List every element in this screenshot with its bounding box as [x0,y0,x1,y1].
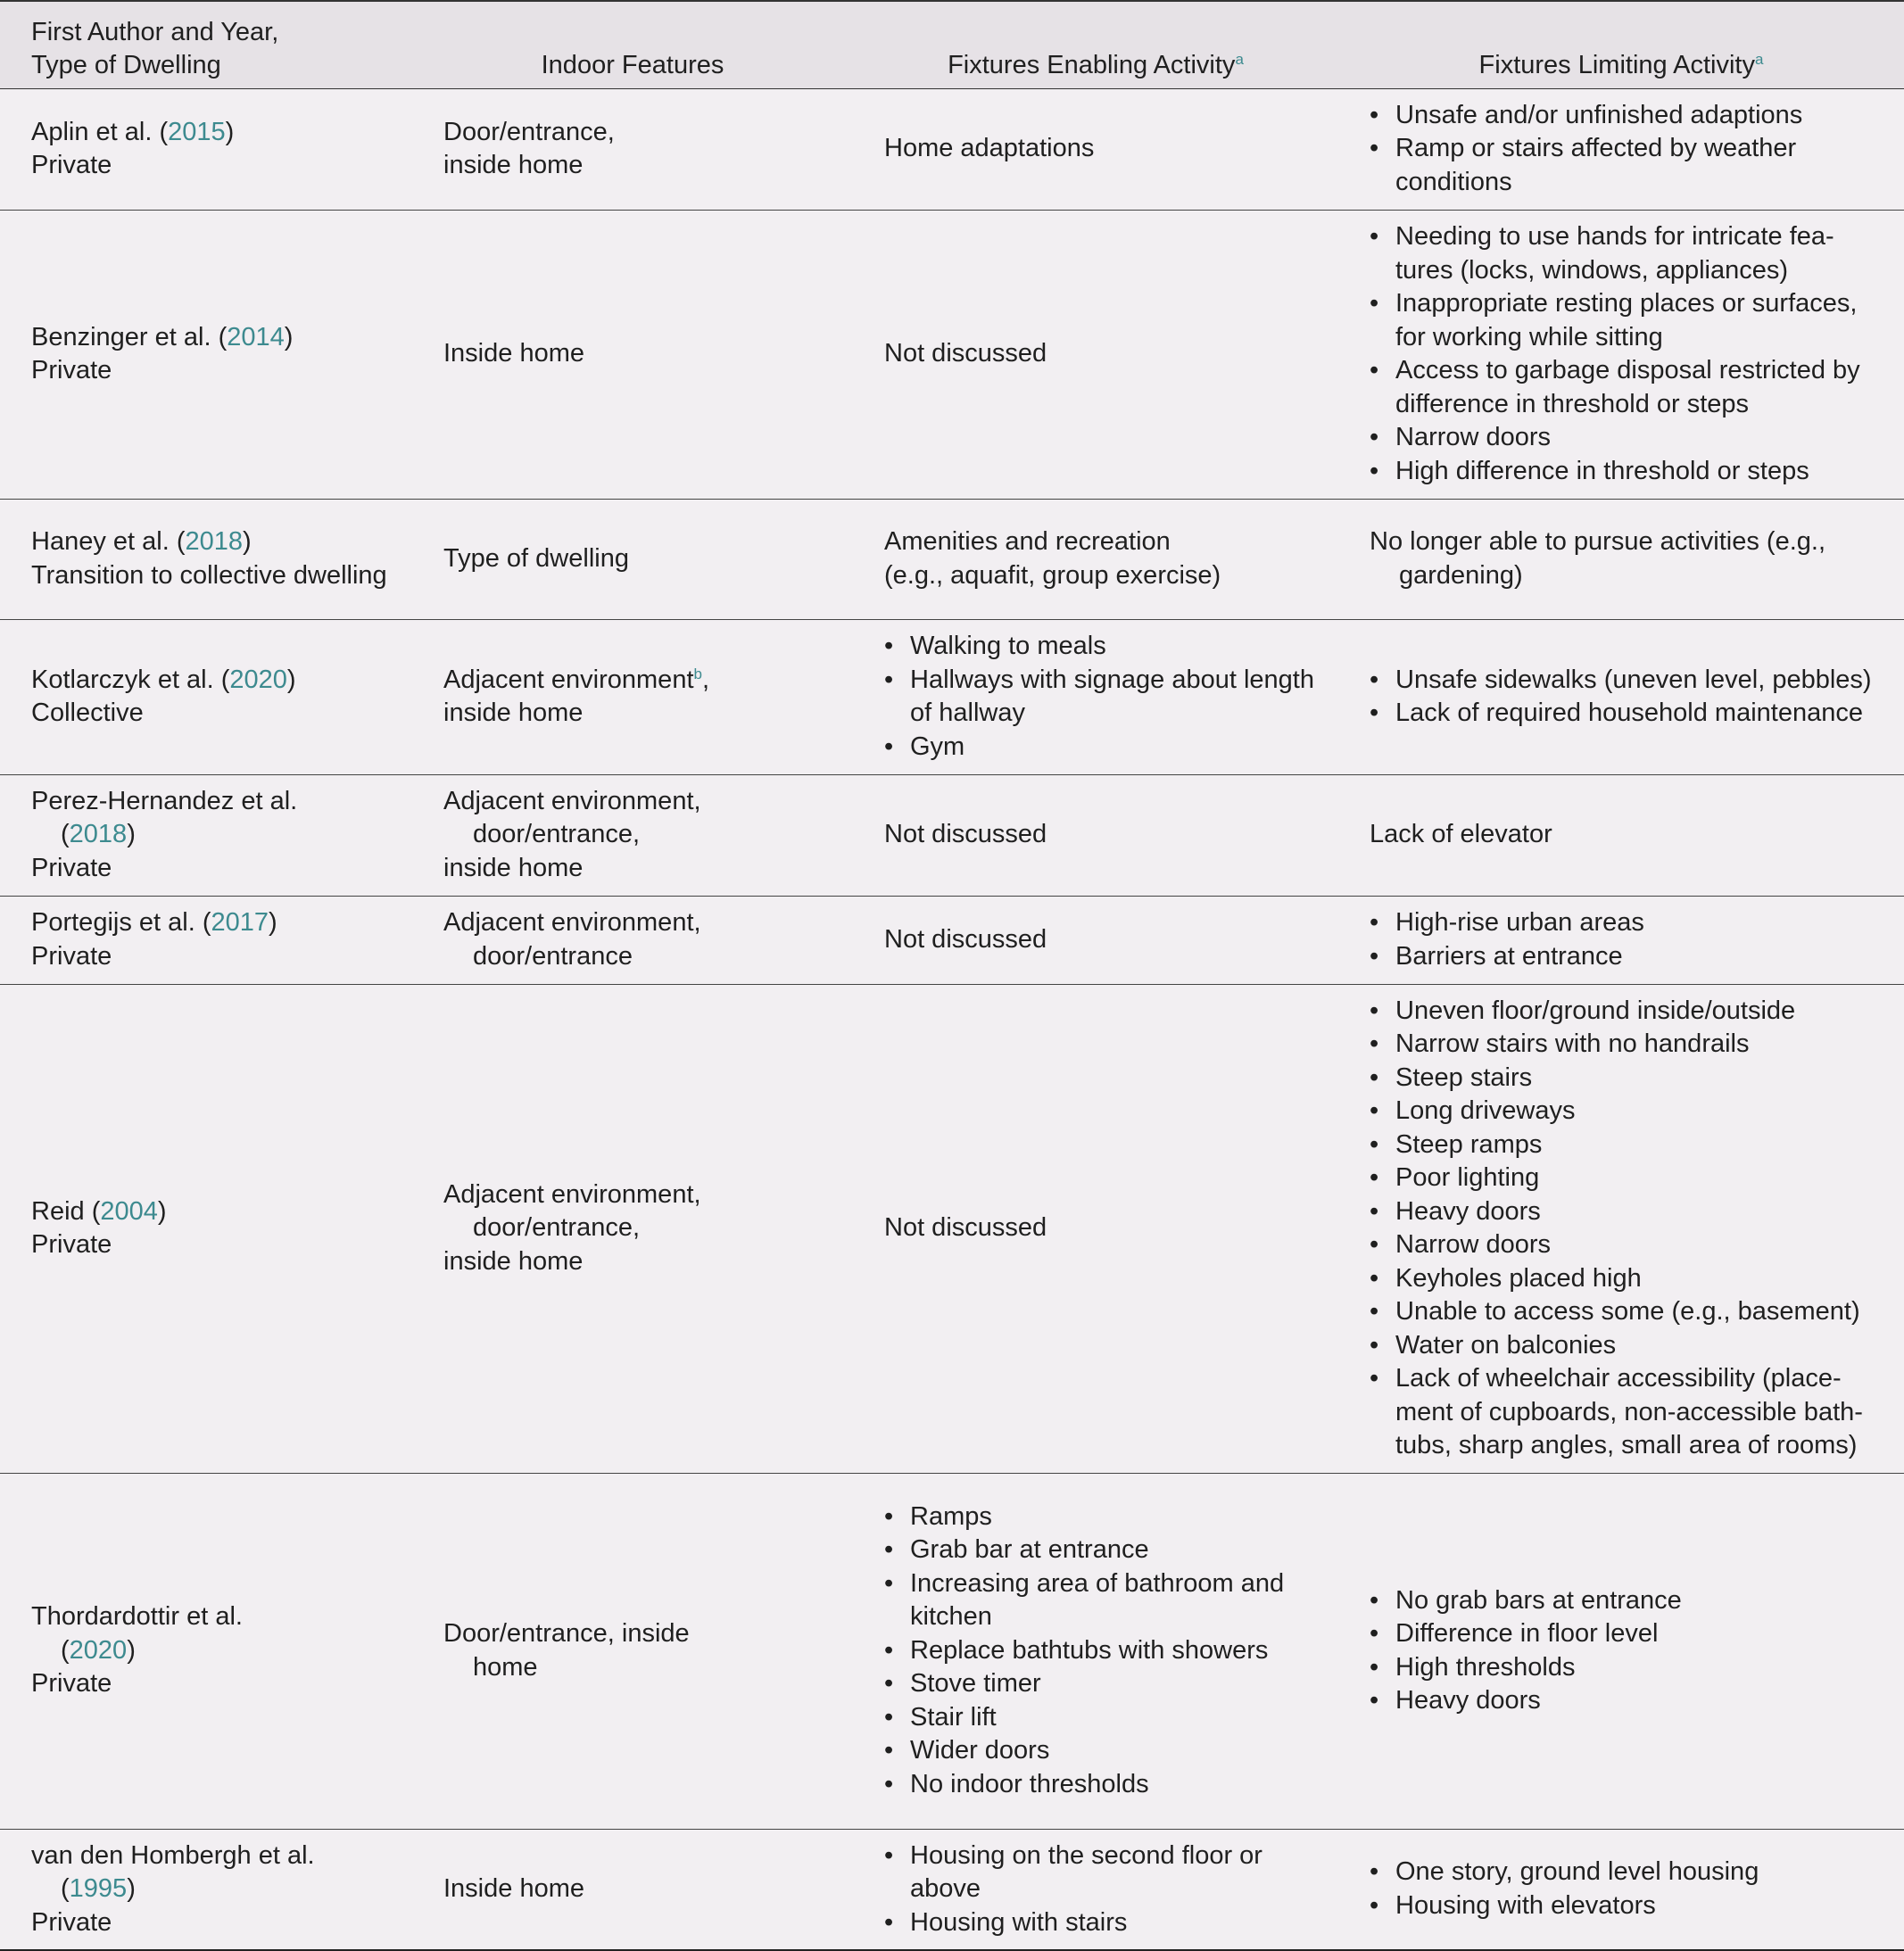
author-line [31,525,412,559]
indoor-line: Door/entrance, inside [443,1619,690,1648]
table-row [0,896,1904,984]
author-line [31,321,412,355]
table-row [0,984,1904,1473]
table-row [0,619,1904,774]
indoor-line: inside home [443,853,584,882]
author-name: Thordardottir et al. [31,1602,243,1632]
author-paren: ( [61,820,70,849]
list-item: • Access to garbage disposal restricted by difference in threshold or steps [1370,354,1886,421]
indoor-line: Adjacent environment, [443,908,701,937]
list-item: • Water on balconies [1370,1329,1886,1363]
cell-limiting [1338,984,1904,1473]
limiting-list [1370,1584,1886,1718]
author-paren: ( [61,1635,70,1665]
citation-year-link[interactable]: 2015 [168,117,226,146]
list-item: • Housing on the second floor or above [884,1839,1338,1906]
author-paren: ( [61,1874,70,1903]
citation-year-link[interactable]: 2020 [69,1635,128,1665]
list-item: • Wider doors [884,1734,1338,1768]
enabling-list [884,1500,1338,1802]
author-paren: ) [157,1196,167,1226]
citation-year-link[interactable]: 2018 [185,527,243,556]
cell-enabling [853,1829,1338,1950]
footnote-a-enabling: a [1235,51,1244,68]
limiting-list [1370,664,1886,731]
limiting-list [1370,220,1886,488]
author-line [31,1195,412,1229]
list-item: • Unsafe sidewalks (uneven level, pebbles) [1370,664,1886,698]
author-name: van den Hombergh et al. [31,1840,315,1870]
cell-limiting [1338,774,1904,896]
indoor-line: Adjacent environment, [443,786,701,815]
author-line [31,664,412,698]
enabling-text: Not discussed [884,924,1047,954]
dwelling-type: Collective [31,699,144,727]
citation-year-link[interactable]: 1995 [69,1874,128,1903]
dwelling-type: Private [31,1669,112,1699]
list-item: • Unable to access some (e.g., basement) [1370,1295,1886,1329]
cell-indoor [412,1473,853,1829]
list-item: • Poor lighting [1370,1162,1886,1195]
indoor-line: home [473,1652,538,1682]
cell-limiting [1338,210,1904,499]
list-item: • Stair lift [884,1701,1338,1735]
author-line [31,906,412,940]
enabling-text: Not discussed [884,820,1047,849]
indoor-comma: , [701,665,710,694]
list-item: • Ramp or stairs affected by weather conditions [1370,132,1886,199]
indoor-text: Inside home [443,1874,584,1903]
author-paren: ) [286,665,296,694]
dwelling-type: Private [31,1230,112,1259]
list-item: • Stove timer [884,1667,1338,1701]
cell-indoor [412,1829,853,1950]
list-item: • Hallways with signage about length of hallway [884,664,1338,731]
list-item: • Steep ramps [1370,1128,1886,1162]
cell-indoor [412,984,853,1473]
list-item: • Long driveways [1370,1095,1886,1128]
cell-enabling [853,619,1338,774]
author-name: Portegijs et al. ( [31,908,211,937]
author-paren: ) [269,908,277,937]
cell-author [0,210,412,499]
author-line [31,116,412,150]
cell-enabling [853,1473,1338,1829]
limiting-list [1370,906,1886,973]
list-item: • Walking to meals [884,630,1338,664]
cell-limiting [1338,499,1904,619]
cell-author [0,896,412,984]
limiting-list [1370,99,1886,200]
enabling-text: Not discussed [884,339,1047,368]
footnote-a-limiting: a [1754,51,1764,68]
list-item: • Housing with stairs [884,1906,1338,1940]
dwelling-type: Transition to collective dwelling [31,560,387,590]
list-item: • High-rise urban areas [1370,906,1886,940]
citation-year-link[interactable]: 2018 [69,820,128,849]
dwelling-type: Private [31,1907,112,1937]
cell-author [0,619,412,774]
list-item: • Inappropriate resting places or surfaces, for working while sitting [1370,287,1886,354]
dwelling-type: Private [31,356,112,384]
list-item: • Lack of wheelchair accessibility (place-ment of cupboards, non-accessible bath-tubs, sharp angles, small area of rooms) [1370,1362,1886,1463]
enabling-list [884,1839,1338,1940]
limiting-text: No longer able to pursue activities (e.g., gardening) [1370,527,1825,590]
cell-author [0,984,412,1473]
list-item: • High thresholds [1370,1651,1886,1685]
cell-author [0,774,412,896]
enabling-text: Amenities and recreation [884,527,1171,556]
list-item: • Housing with elevators [1370,1889,1886,1923]
cell-enabling [853,774,1338,896]
indoor-text: Adjacent environment [443,665,694,694]
author-line [31,818,412,852]
indoor-text: Type of dwelling [443,543,629,573]
list-item: • Keyholes placed high [1370,1262,1886,1296]
cell-indoor [412,210,853,499]
indoor-line: door/entrance [473,941,633,971]
list-item: • One story, ground level housing [1370,1856,1886,1889]
header-author-line2: Type of Dwelling [31,51,221,79]
cell-indoor [412,774,853,896]
table-row [0,499,1904,619]
limiting-list [1370,1856,1886,1922]
citation-year-link[interactable]: 2014 [227,322,285,351]
table-row [0,210,1904,499]
cell-author [0,88,412,210]
list-item: • No indoor thresholds [884,1768,1338,1802]
cell-enabling [853,210,1338,499]
author-name: Benzinger et al. ( [31,322,228,351]
list-item: • Heavy doors [1370,1684,1886,1718]
table-row [0,1829,1904,1950]
indoor-line: inside home [443,699,584,727]
cell-limiting [1338,1829,1904,1950]
enabling-text: Not discussed [884,1213,1047,1243]
list-item: • Unsafe and/or unfinished adaptions [1370,99,1886,133]
enabling-list [884,630,1338,764]
table-header [0,1,1904,88]
indoor-line: Door/entrance, [443,117,615,146]
cell-limiting [1338,88,1904,210]
limiting-list [1370,995,1886,1463]
author-line [31,1634,412,1668]
header-author-line1: First Author and Year, [31,17,279,46]
list-item: • Needing to use hands for intricate fea-tures (locks, windows, appliances) [1370,220,1886,287]
list-item: • Steep stairs [1370,1062,1886,1095]
table-row [0,88,1904,210]
author-line [31,1872,412,1906]
enabling-text: Home adaptations [884,134,1095,163]
author-paren: ) [225,117,235,146]
list-item: • Narrow doors [1370,421,1886,455]
list-item: • Heavy doors [1370,1195,1886,1229]
dwelling-type: Private [31,853,112,882]
dwelling-type: Private [31,151,112,179]
citation-year-link[interactable]: 2004 [100,1196,158,1226]
limiting-text: Lack of elevator [1370,820,1552,849]
author-paren: ) [127,1874,136,1903]
header-enabling-label: Fixtures Enabling Activity [948,51,1236,79]
author-name: Perez-Hernandez et al. [31,786,298,815]
cell-author [0,499,412,619]
dwelling-type: Private [31,941,112,971]
author-paren: ) [284,322,294,351]
list-item: • Uneven floor/ground inside/outside [1370,995,1886,1029]
list-item: • Narrow stairs with no handrails [1370,1028,1886,1062]
indoor-line: Adjacent environment, [443,1179,701,1209]
author-name: Kotlarczyk et al. ( [31,665,230,694]
header-fixtures-limiting [1338,1,1904,88]
header-indoor-features: Indoor Features [541,51,724,79]
list-item: • Increasing area of bathroom and kitchen [884,1567,1338,1634]
author-name: Haney et al. ( [31,527,186,556]
list-item: • Ramps [884,1500,1338,1534]
list-item: • Lack of required household maintenance [1370,697,1886,731]
cell-limiting [1338,619,1904,774]
table-row [0,1473,1904,1829]
indoor-line: door/entrance, [473,820,641,849]
author-paren: ) [127,1635,136,1665]
cell-indoor [412,88,853,210]
citation-year-link[interactable]: 2017 [211,908,269,937]
cell-indoor [412,499,853,619]
list-item: • Barriers at entrance [1370,940,1886,974]
header-fixtures-enabling [853,1,1338,88]
table-row [0,774,1904,896]
indoor-text: Inside home [443,339,584,368]
author-paren: ) [243,527,252,556]
list-item: • Grab bar at entrance [884,1534,1338,1567]
list-item: • Difference in floor level [1370,1617,1886,1651]
header-limiting-label: Fixtures Limiting Activity [1478,51,1755,79]
indoor-line [443,664,853,698]
enabling-text: (e.g., aquafit, group exercise) [884,560,1221,590]
list-item: • Gym [884,731,1338,765]
indoor-line: inside home [443,1246,584,1276]
cell-indoor [412,896,853,984]
author-name: Aplin et al. ( [31,117,169,146]
list-item: • High difference in threshold or steps [1370,455,1886,489]
footnote-b-link[interactable]: b [693,665,702,682]
author-paren: ) [127,820,136,849]
cell-author [0,1473,412,1829]
indoor-line: inside home [443,151,584,179]
cell-enabling [853,896,1338,984]
header-row [0,1,1904,88]
cell-limiting [1338,896,1904,984]
cell-enabling [853,499,1338,619]
author-name: Reid ( [31,1196,101,1226]
cell-limiting [1338,1473,1904,1829]
indoor-line: door/entrance, [473,1213,641,1243]
cell-enabling [853,984,1338,1473]
citation-year-link[interactable]: 2020 [229,665,287,694]
list-item: • Replace bathtubs with showers [884,1634,1338,1668]
cell-enabling [853,88,1338,210]
list-item: • No grab bars at entrance [1370,1584,1886,1618]
cell-indoor [412,619,853,774]
header-author-year [0,1,412,88]
cell-author [0,1829,412,1950]
list-item: • Narrow doors [1370,1228,1886,1262]
